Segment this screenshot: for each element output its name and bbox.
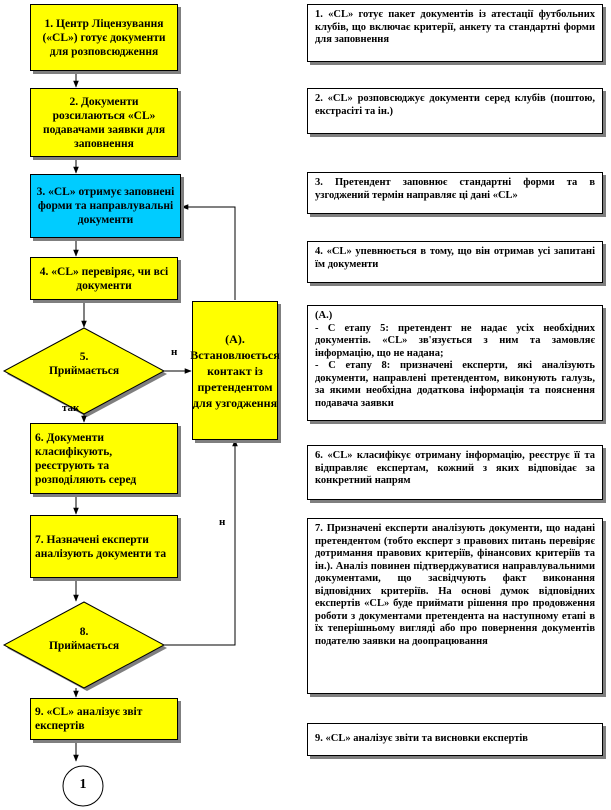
contact-applicant-box bbox=[192, 301, 278, 440]
step-6-text: 6. Документи класифікують, реєструють та розподіляють серед bbox=[35, 431, 137, 486]
step-9-text: 9. «CL» аналізує звіт експертів bbox=[35, 706, 143, 732]
connector-label: 1 bbox=[79, 777, 87, 792]
step-7-box bbox=[30, 515, 178, 578]
step-7-text: 7. Назначені експерти аналізують документи та bbox=[35, 533, 167, 560]
contact-applicant-text: (А). Встановлюється контакт із претендентом для узгодження bbox=[190, 331, 280, 410]
step-2-box bbox=[30, 88, 178, 157]
step-9-box bbox=[30, 698, 178, 740]
step-3-box bbox=[30, 174, 181, 238]
arrow-side-to-3 bbox=[182, 207, 235, 300]
step-1-box bbox=[30, 4, 178, 71]
note-1-text: 1. «CL» готує пакет документів із атестації футбольних клубів, що включає критерії, анкету та стандартні форми для заповнення bbox=[315, 9, 595, 45]
note-3-text: 3. Претендент заповнює стандартні форми та в узгоджений термін направляє ці дані «CL» bbox=[315, 177, 595, 201]
step-1-text: 1. Центр Ліцензування («CL») готує документи для розповсюдження bbox=[42, 17, 166, 58]
note-4 bbox=[307, 241, 603, 283]
note-9 bbox=[307, 723, 603, 756]
note-3 bbox=[307, 172, 603, 214]
step-4-box bbox=[30, 257, 178, 300]
decision-5-no-label: н bbox=[171, 346, 178, 358]
note-7-text: 7. Призначені експерти аналізують документи, що надані претендентом (тобто експерт з правових питань перевіряє дотримання правових критеріїв, фінансових критеріїв та ін.). Аналіз повинен підтверджуватися направлувальними документами, що засвідчують факт виконання відповідних критеріїв. На основі думок відповідних експертів «CL» буде приймати рішення про продовження роботи з документами претендента на наступному етапі в їх теперішньому вигляді або про повернення документів подателю заявки на доопрацювання bbox=[315, 523, 595, 647]
note-a bbox=[307, 305, 603, 421]
note-2-text: 2. «CL» розповсюджує документи серед клубів (поштою, екстрасіті та ін.) bbox=[315, 93, 595, 117]
note-7 bbox=[307, 518, 603, 694]
step-2-text: 2. Документи розсилаються «CL» подавачами заявки для заповнення bbox=[42, 95, 166, 150]
step-3-text: 3. «CL» отримує заповнені форми та направлувальні документи bbox=[36, 186, 175, 226]
note-6 bbox=[307, 445, 603, 500]
note-4-text: 4. «CL» упевнюється в тому, що він отримав усі запитані їм документи bbox=[315, 246, 595, 270]
decision-8-label: 8. Приймається bbox=[48, 626, 120, 652]
step-4-text: 4. «CL» перевіряє, чи всі документи bbox=[39, 265, 169, 292]
note-2 bbox=[307, 88, 603, 134]
decision-5-yes-label: так bbox=[62, 402, 80, 414]
note-1 bbox=[307, 4, 603, 62]
step-6-box bbox=[30, 423, 178, 494]
note-9-text: 9. «CL» аналізує звіти та висновки експертів bbox=[315, 733, 528, 745]
note-a-text: (А.) - С етапу 5: претендент не надає усіх необхідних документів. «CL» зв'язується з ним та замовляє інформацію, що не надана; - С етапу 8: призначені експерти, які аналізують документи, направлені претендентом, виконують галузь, за якими необхідна додаткова інформація та пояснення подавача заявки bbox=[315, 310, 595, 409]
decision-8-no-label: н bbox=[219, 516, 226, 528]
note-6-text: 6. «CL» класифікує отриману інформацію, реєструє її та відправляє експертам, кожний з яких відповідає за конкретний напрям bbox=[315, 450, 595, 486]
decision-5-label: 5. Приймається bbox=[48, 351, 120, 377]
